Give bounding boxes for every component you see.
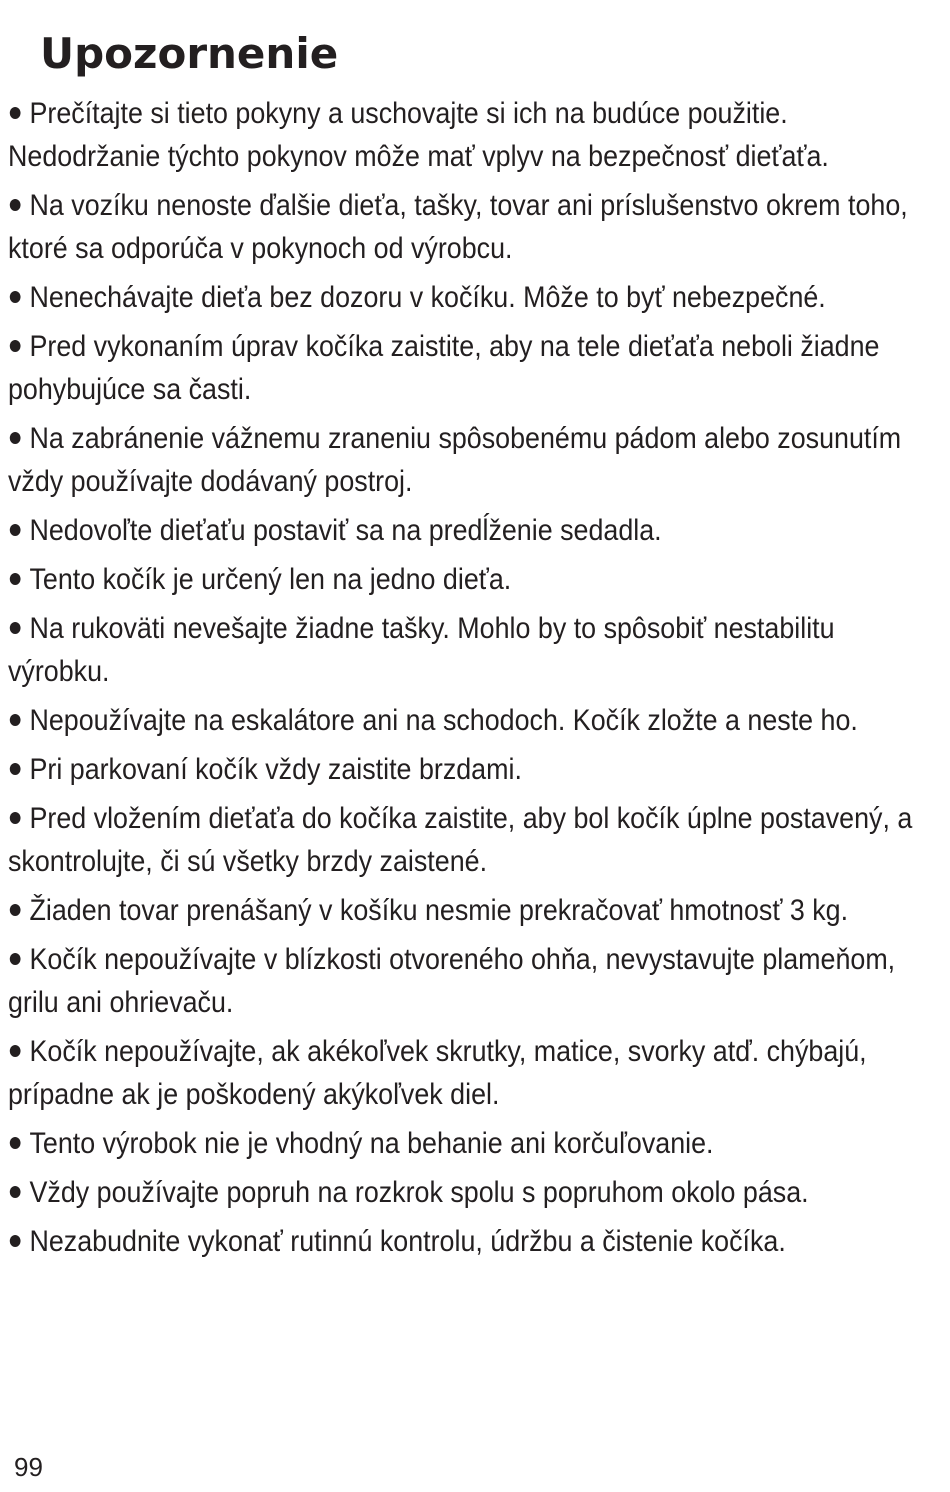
warning-item [8,748,921,791]
warning-text: Kočík nepoužívajte, ak akékoľvek skrutky, matice, svorky atď. chýbajú, prípadne ak je poškodený akýkoľvek diel. [8,1035,867,1111]
bullet-icon [10,904,21,916]
bullet-icon [10,1186,21,1198]
bullet-icon [10,1235,21,1247]
warning-text: Pri parkovaní kočík vždy zaistite brzdami. [29,753,522,786]
warning-item [8,92,921,178]
warning-text: Nedovoľte dieťaťu postaviť sa na predĺženie sedadla. [29,514,662,547]
warning-item [8,509,921,552]
bullet-icon [10,812,21,824]
warning-item [8,417,921,503]
warning-item [8,1122,921,1165]
bullet-icon [10,340,21,352]
warning-item [8,1220,921,1263]
bullet-icon [10,763,21,775]
page-number: 99 [14,1452,43,1482]
page-title: Upozornenie [40,29,339,78]
warning-item [8,607,921,693]
bullet-icon [10,622,21,634]
warning-item [8,889,921,932]
warning-text: Na zabránenie vážnemu zraneniu spôsobenému pádom alebo zosunutím vždy používajte dodávaný postroj. [8,422,902,498]
warning-item [8,558,921,601]
warning-text: Na vozíku nenoste ďalšie dieťa, tašky, tovar ani príslušenstvo okrem toho, ktoré sa odporúča v pokynoch od výrobcu. [8,189,908,265]
warning-text: Tento kočík je určený len na jedno dieťa. [29,563,512,596]
bullet-icon [10,714,21,726]
warning-text: Nepoužívajte na eskalátore ani na schodoch. Kočík zložte a neste ho. [29,704,858,737]
warning-text: Nezabudnite vykonať rutinnú kontrolu, údržbu a čistenie kočíka. [29,1225,786,1258]
warning-item [8,1171,921,1214]
warning-text: Pred vykonaním úprav kočíka zaistite, aby na tele dieťaťa neboli žiadne pohybujúce sa časti. [8,330,880,406]
bullet-icon [10,524,21,536]
warning-text: Tento výrobok nie je vhodný na behanie ani korčuľovanie. [29,1127,714,1160]
bullet-icon [10,432,21,444]
warning-text: Pred vložením dieťaťa do kočíka zaistite, aby bol kočík úplne postavený, a skontrolujte, či sú všetky brzdy zaistené. [8,802,913,878]
bullet-icon [10,953,21,965]
warning-item [8,276,921,319]
warning-item [8,1030,921,1116]
bullet-icon [10,573,21,585]
bullet-icon [10,107,21,119]
warning-text: Kočík nepoužívajte v blízkosti otvoreného ohňa, nevystavujte plameňom, grilu ani ohrievaču. [8,943,896,1019]
warning-text: Žiaden tovar prenášaný v košíku nesmie prekračovať hmotnosť 3 kg. [29,894,849,927]
warning-item [8,184,921,270]
bullet-icon [10,1137,21,1149]
bullet-icon [10,1045,21,1057]
warning-text: Na rukoväti nevešajte žiadne tašky. Mohlo by to spôsobiť nestabilitu výrobku. [8,612,835,688]
bullet-icon [10,291,21,303]
warning-text: Vždy používajte popruh na rozkrok spolu s popruhom okolo pása. [29,1176,809,1209]
warning-item [8,797,921,883]
warning-text: Prečítajte si tieto pokyny a uschovajte si ich na budúce použitie. Nedodržanie týchto pokynov môže mať vplyv na bezpečnosť dieťaťa. [8,97,829,173]
warning-list [8,92,923,1269]
warning-text: Nenechávajte dieťa bez dozoru v kočíku. Môže to byť nebezpečné. [29,281,826,314]
warning-item [8,938,921,1024]
bullet-icon [10,199,21,211]
warning-item [8,325,921,411]
warning-item [8,699,921,742]
